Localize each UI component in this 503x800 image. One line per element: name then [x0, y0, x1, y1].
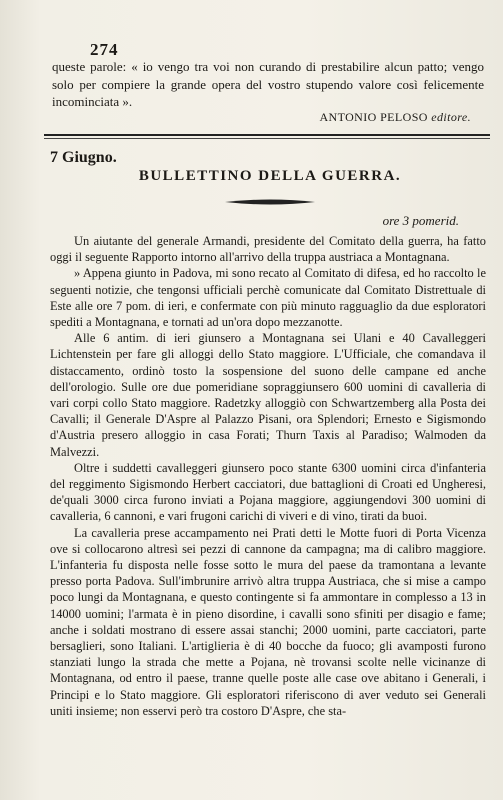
- paragraph: Alle 6 antim. di ieri giunsero a Montagnana sei Ulani e 40 Cavalleggeri Lichtenstein per fare gli alloggi dello Stato maggiore. L'Ufficiale, che comandava il distaccamento, ordinò tosto la sospensione del suono delle campane ed anche dell'orologio. Sulle ore due pomeridiane sopraggiunsero 600 uomini di cavalleria di vari corpi collo Stato maggiore. Radetzky alloggiò con Schwartzemberg alla Posta dei Cavalli; il Generale D'Aspre al Palazzo Pisani, ora Splendori; Ernesto e Sigismondo d'Austria presero alloggio in casa Forati; Thurn Taxis al Paradiso; Walmoden da Malvezzi.: [50, 331, 486, 459]
- paragraph: Un aiutante del generale Armandi, presidente del Comitato della guerra, ha fatto oggi il seguente Rapporto intorno all'arrivo della truppa austriaca a Montagnana.: [50, 234, 486, 265]
- signature: [319, 110, 471, 125]
- title-ornament: [225, 198, 315, 206]
- section-title: BULLETTINO DELLA GUERRA.: [138, 168, 402, 184]
- paragraph: La cavalleria prese accampamento nei Prati detti le Motte fuori di Porta Vicenza ove si collocarono altresì sei pezzi di cannone da campagna; ma di calibro maggiore. L'infanteria fu disposta nelle fosse sotto le mura del paese da tramontana a levante presso porta Padova. Sull'imbrunire arrivò altra truppa Austriaca, che si mise a campo poco lungi da Montagnana, e questo contingente si fa ammontare in complesso a 13 in 14000 uomini; l'armata è in pieno disordine, i cavalli sono sfiniti per disagio e fame; anche i soldati mostrano di essere assai stanchi; 2000 uomini, parte cacciatori, parte bersaglieri, sono Italiani. L'artiglieria è di 40 bocche da fuoco; gli avamposti furono stanziati lungo la strada che mette a Pojana, nè trovansi scolte nelle vicinanze di Montagnana, od entro il paese, tranne quelle poste alle case ove abitano i Generali, i Principi e lo Stato maggiore. Gli esploratori riferiscono di aver veduto sei Generali uniti insieme; non esservi però tra costoro D'Aspre, che sta-: [50, 525, 486, 718]
- signature-role: editore.: [431, 110, 471, 124]
- section-date: 7 Giugno.: [50, 149, 117, 166]
- signature-name: ANTONIO PELOSO: [319, 110, 428, 124]
- intro-text: queste parole: « io vengo tra voi non curando di prestabilire alcun patto; vengo solo per compiere la grande opera del vostro stupendo valore così felicemente incominciata ».: [52, 59, 484, 109]
- paragraph: Oltre i suddetti cavalleggeri giunsero poco stante 6300 uomini circa d'infanteria del reggimento Sigismondo Herbert cacciatori, due battaglioni di Croati ed Ungheresi, de'quali 3000 circa furono inviati a Pojana maggiore, aggiungendovi 300 uomini di cavalleria, 6 cannoni, e vari frugoni carichi di viveri e di vino, tirati da buoi.: [50, 460, 486, 524]
- report-time: ore 3 pomerid.: [382, 213, 459, 228]
- section-divider: [44, 134, 490, 136]
- intro-quote: [52, 58, 484, 111]
- page-number: 274: [90, 40, 119, 59]
- report-body: [50, 233, 486, 719]
- paragraph: » Appena giunto in Padova, mi sono recato al Comitato di difesa, ed ho raccolto le seguenti notizie, che tengonsi ufficiali perchè comunicate dal Comitato Distrettuale di Este alle ore 7 pom. di ieri, e confermate con più minuto ragguaglio da due esploratori spediti a Montagnana, e tornati ad un'ora dopo mezzanotte.: [50, 266, 486, 330]
